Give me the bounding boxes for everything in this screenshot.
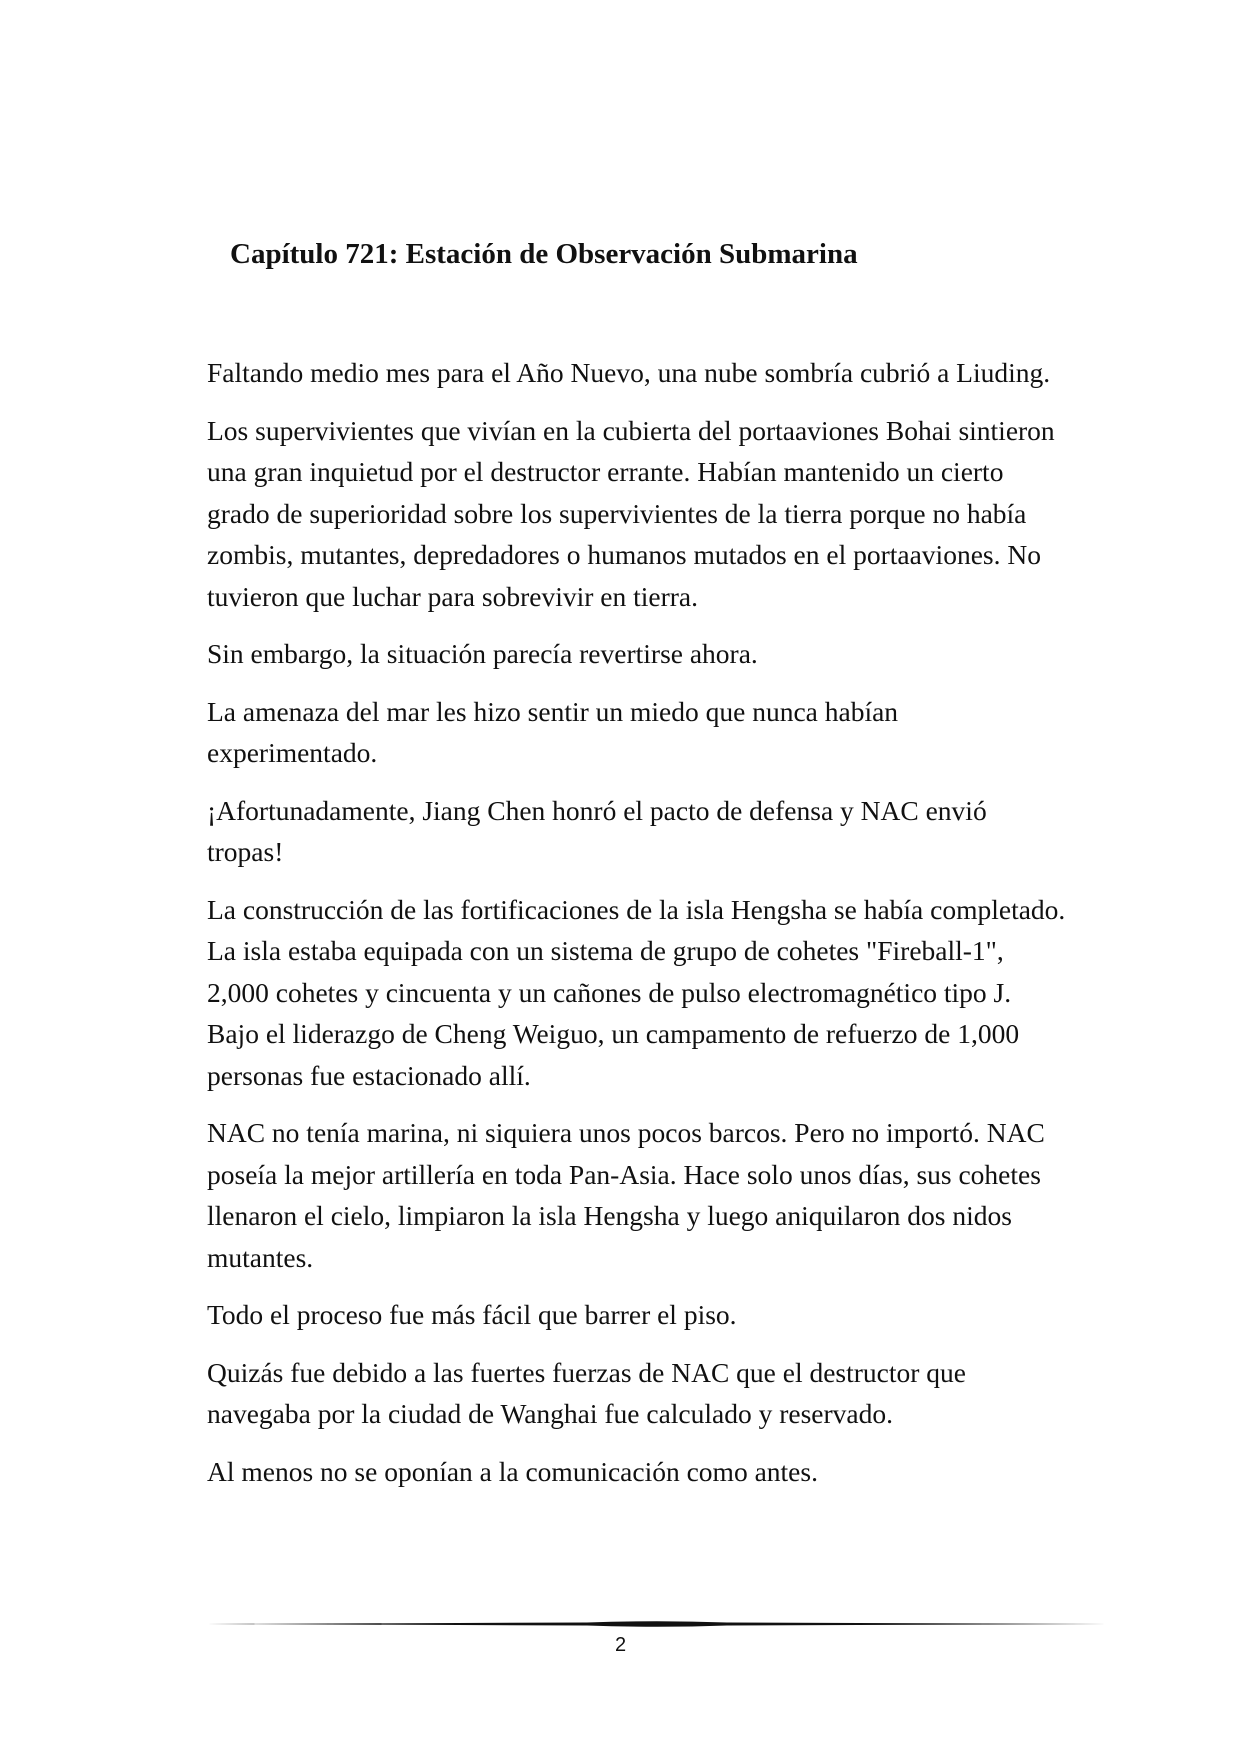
chapter-body xyxy=(207,352,1067,1508)
paragraph: Todo el proceso fue más fácil que barrer el piso. xyxy=(207,1299,737,1330)
paragraph: La construcción de las fortificaciones de la isla Hengsha se había completado. La isla estaba equipada con un sistema de grupo de cohetes "Fireball-1", 2,000 cohetes y cincuenta y un cañones de pulso electromagnético tipo J. Bajo el liderazgo de Cheng Weiguo, un campamento de refuerzo de 1,000 personas fue estacionado allí. xyxy=(207,893,1066,1091)
paragraph: Faltando medio mes para el Año Nuevo, una nube sombría cubrió a Liuding. xyxy=(207,357,1051,388)
chapter-title: Capítulo 721: Estación de Observación Submarina xyxy=(230,238,858,270)
paragraph: Quizás fue debido a las fuertes fuerzas de NAC que el destructor que navegaba por la ciudad de Wanghai fue calculado y reservado. xyxy=(207,1356,967,1429)
paragraph: La amenaza del mar les hizo sentir un miedo que nunca habían experimentado. xyxy=(207,695,899,768)
paragraph: Sin embargo, la situación parecía revertirse ahora. xyxy=(207,638,758,669)
paragraph: ¡Afortunadamente, Jiang Chen honró el pacto de defensa y NAC envió tropas! xyxy=(207,794,987,867)
paragraph: Al menos no se oponían a la comunicación como antes. xyxy=(207,1455,818,1487)
page-number: 2 xyxy=(614,1634,627,1656)
paragraph: Los supervivientes que vivían en la cubierta del portaaviones Bohai sintieron una gran inquietud por el destructor errante. Habían mantenido un cierto grado de superioridad sobre los supervivientes de la tierra porque no había zombis, mutantes, depredadores o humanos mutados en el portaaviones. No tuvieron que luchar para sobrevivir en tierra. xyxy=(207,414,1055,612)
footer-divider xyxy=(207,1618,1107,1630)
paragraph: NAC no tenía marina, ni siquiera unos pocos barcos. Pero no importó. NAC poseía la mejor artillería en toda Pan-Asia. Hace solo unos días, sus cohetes llenaron el cielo, limpiaron la isla Hengsha y luego aniquilaron dos nidos mutantes. xyxy=(207,1117,1045,1273)
